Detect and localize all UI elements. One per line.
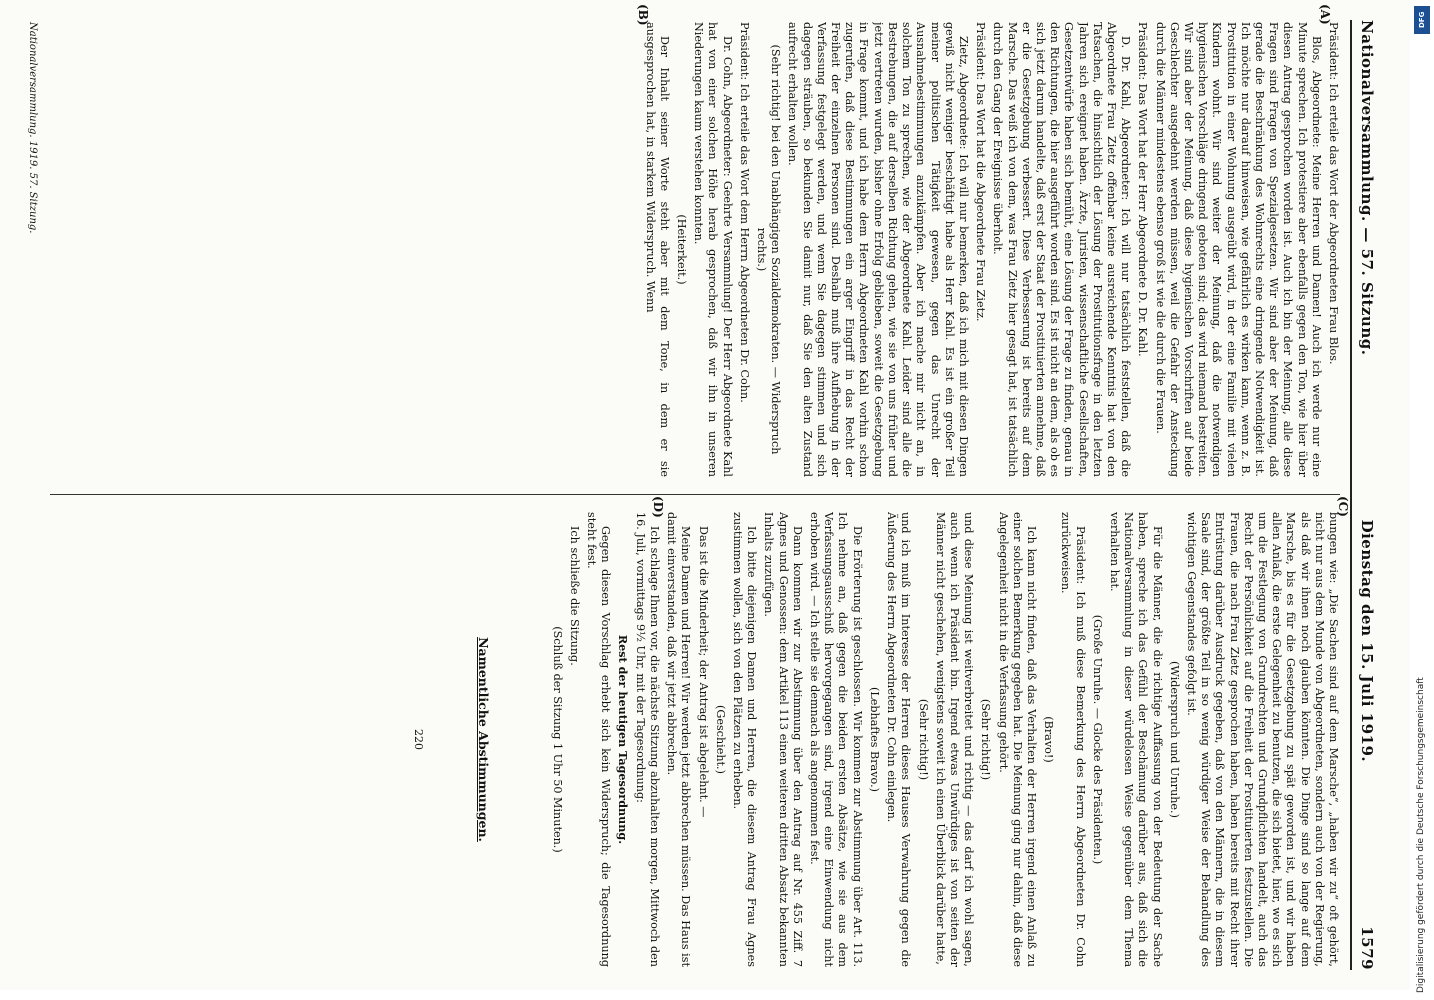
interjection: (Heiterkeit.) xyxy=(675,214,689,285)
interjection: (Lebhaftes Bravo.) xyxy=(867,686,881,793)
paragraph: Blos, Abgeordnete: Meine Herren und Damen! Auch ich werde nur eine Minute sprechen. Ich protestiere aber ebenfalls gegen den Ton, wie hier über diesen Antrag gesprochen worden ist. Auch ich bin der Meinung, alle diese Fragen sind Fragen von Spezialgesetzen. Wir sind aber der Meinung, daß gerade die Beschränkung des Wohnrechts eine dringende Notwendigkeit ist. Ich möchte nur darauf hinweisen, wie gefährlich es wirken kann, wenn z. B. Prostitution in einer Wohnung ausgeübt wird, in der eine Familie mit vielen Kindern wohnt. Wir sind weiter der Meinung, daß die notwendigen hygienischen Vorschläge dringend geboten sind; das wird niemand bestreiten. Wir sind aber der Meinung, daß diese hygienischen Vorschriften auf beide Geschlechter ausgedehnt werden müssen, weil die Gefahr der Ansteckung durch die Männer mindestens ebenso groß ist wie die durch die Frauen. xyxy=(1153,22,1323,477)
header-center: Dienstag den 15. Juli 1919. xyxy=(1358,519,1376,763)
interjection: (Widerspruch und Unruhe.) xyxy=(1167,661,1181,818)
page-header xyxy=(1350,20,1388,970)
paragraph: Gegen diesen Vorschlag erhebt sich kein Widerspruch; die Tagesordnung steht fest. xyxy=(585,512,613,967)
paragraph: Der Inhalt seiner Worte steht aber mit dem Tone, in dem er sie ausgesprochen hat, in starkem Widerspruch. Wenn xyxy=(643,22,671,477)
paragraph: Ich bitte diejenigen Damen und Herren, die diesem Antrag Frau Agnes zustimmen wollen, sich von den Plätzen zu erheben. xyxy=(731,512,759,967)
paragraph: Präsident: Das Wort hat die Abgeordnete Frau Zietz. xyxy=(974,22,988,322)
page-footer: Nationalversammlung. 1919. 57. Sitzung. xyxy=(27,22,38,234)
interjection: (Bravo!) xyxy=(1042,716,1056,763)
paragraph: Die Erörterung ist geschlossen. Wir kommen zur Abstimmung über Art. 113. Ich nehme an, daß gegen die beiden ersten Absätze, wie sie aus dem Verfassungsausschuß hervorgegangen sind, irgend eine Einwendung nicht erhoben wird. — Ich stelle sie demnach als angenommen fest. xyxy=(808,512,864,967)
margin-mark-b: (B) xyxy=(636,4,650,26)
small-page-number: 220 xyxy=(412,729,426,750)
interjection: (Sehr richtig! bei den Unabhängigen Sozialdemokraten. — Widerspruch rechts.) xyxy=(755,44,783,455)
paragraph: bungen wie: „Die Sachen sind auf dem Marsche“, „haben wir zu“ oft gehört, nicht nur aus dem Munde von Abgeordneten, sondern auch von der Regierung, als daß wir ihnen noch glauben könnten. Die Dinge sind so lange auf dem Marsche, bis es für die Gesetzgebung zu spät geworden ist, und wir haben allen Anlaß, die erste Gelegenheit zu benutzen, die sich bietet, hier, wo es sich um die Festlegung von Grundrechten und Grundpflichten handelt, auch das Recht der Persönlichkeit auf die Freiheit der Prostituierten festzustellen. Die Frauen, die nach Frau Zietz gesprochen haben, haben bereits mit Recht ihrer Entrüstung darüber Ausdruck gegeben, daß von den Männern, die in diesem Saale sind, der größte Teil in so wenig würdiger Weise der Behandlung des wichtigen Gegenstandes gefolgt ist. xyxy=(1184,512,1340,967)
paragraph: Ich kann nicht finden, daß das Verhalten der Herren irgend einen Anlaß zu einer solchen Bemerkung gegeben hat. Die Meinung ging nur dahin, daß diese Angelegenheit nicht in die Verfassung gehört. xyxy=(996,512,1038,967)
interjection: (Sehr richtig!) xyxy=(916,698,930,781)
paragraph: Präsident: Das Wort hat der Herr Abgeordnete D. Dr. Kahl. xyxy=(1136,22,1150,357)
agenda-item: Rest der heutigen Tagesordnung. xyxy=(615,634,630,845)
interjection: (Geschieht.) xyxy=(713,705,727,774)
margin-mark-a: (A) xyxy=(1318,4,1332,25)
dfg-logo: DFG xyxy=(1414,6,1430,34)
section-title: Namentliche Abstimmungen. xyxy=(475,637,491,842)
header-left: Nationalversammlung. — 57. Sitzung. xyxy=(1358,20,1376,356)
interjection: (Sehr richtig!) xyxy=(979,698,993,781)
digitization-credit: Digitalisierung gefördert durch die Deutsche Forschungsgemeinschaft xyxy=(1416,677,1426,993)
margin-mark-d: (D) xyxy=(651,496,665,518)
paragraph: Das ist die Minderheit; der Antrag ist abgelehnt. — xyxy=(696,526,710,818)
margin-mark-c: (C) xyxy=(1336,496,1350,517)
paragraph: Präsident: Ich erteile das Wort dem Herrn Abgeordneten Dr. Cohn. xyxy=(737,22,751,403)
paragraph: Präsident: Ich erteile das Wort der Abgeordneten Frau Blos. xyxy=(1327,22,1340,365)
header-page-number: 1579 xyxy=(1358,926,1376,970)
paragraph: und ich muß im Interesse der Herren dieses Hauses Verwahrung gegen die Äußerung des Herrn Abgeordneten Dr. Cohn einlegen. xyxy=(885,512,913,967)
paragraph: Ich schließe die Sitzung. xyxy=(568,526,582,666)
paragraph: Zietz, Abgeordnete: Ich will nur bemerken, daß ich mich mit diesen Dingen gewiß nicht weniger beschäftigt habe als Herr Kahl. Es ist ein großer Teil meiner politischen Tätigkeit gewesen, gegen das Unrecht der Ausnahmebestimmungen anzukämpfen. Aber ich mache mir nicht an, in solchem Ton zu sprechen, wie der Abgeordnete Kahl. Leider sind alle die Bestrebungen, die auf derselben Richtung gehen, wie sie von uns früher und jetzt vertreten wurden, bisher ohne Erfolg geblieben, soweit die Gesetzgebung in Frage kommt, und ich habe dem Herrn Abgeordneten Kahl vorhin schon zugerufen, daß diese Bestimmungen ein arger Eingriff in das Recht der Freiheit der einzelnen Personen sind. Deshalb muß ihre Aufhebung in der Verfassung festgelegt werden, und wenn Sie dagegen stimmen und sich dagegen sträuben, so bekunden Sie damit nur, daß Sie den alten Zustand aufrecht erhalten wollen. xyxy=(786,22,970,477)
right-column xyxy=(30,512,1340,967)
paragraph: Dr. Cohn, Abgeordneter: Geehrte Versammlung! Der Herr Abgeordnete Kahl hat von einer solchen Höhe herab gesprochen, daß wir ihn in unseren Niederungen kaum verstehen konnten. xyxy=(692,22,734,477)
paragraph: Präsident: Ich muß diese Bemerkung des Herrn Abgeordneten Dr. Cohn zurückweisen. xyxy=(1059,512,1087,967)
closing-note: (Schluß der Sitzung 1 Uhr 50 Minuten.) xyxy=(550,626,564,853)
paragraph: Dann kommen wir zur Abstimmung über den Antrag auf Nr. 455 Ziff. 7 Agnes und Genossen: dem Artikel 113 einen weiteren dritten Absatz bekannten Inhalts zuzufügen. xyxy=(762,512,804,967)
interjection: (Große Unruhe. — Glocke des Präsidenten.) xyxy=(1090,614,1104,865)
paragraph: und diese Meinung ist weitverbreitet und richtig — das darf ich wohl sagen, auch wenn ich Präsident bin. Irgend etwas Unwürdiges ist von seiten der Männer nicht geschehen, wenigstens soweit ich einen Überblick darüber hatte, xyxy=(933,512,976,967)
paragraph: D. Dr. Kahl, Abgeordneter: Ich will nur tatsächlich feststellen, daß die Abgeordnete Frau Zietz offenbar keine ausreichende Kenntnis hat von den Tatsachen, die hinsichtlich der Lösung der Prostitutionsfrage in den letzten Jahren sich ereignet haben. Ärzte, Juristen, wissenschaftliche Gesellschaften, Gesetzentwürfe haben sich bemüht, eine Lösung der Frage zu finden, genau in den Richtungen, die hier ausgeführt worden sind. Es ist nicht an dem, als ob es sich jetzt darum handelte, daß erst der Staat der Prostituierten annehme, daß er die Gesetzgebung verbessert. Diese Verbesserung ist bereits auf dem Marsche. Das weiß ich von dem, was Frau Zietz hier gesagt hat, ist tatsächlich durch den Gang der Ereignisse überholt. xyxy=(991,22,1133,477)
left-column xyxy=(30,22,1340,477)
paragraph: Meine Damen und Herren! Wir werden jetzt abbrechen müssen. Das Haus ist damit einverstanden, daß wir jetzt abbrechen. xyxy=(665,512,693,967)
paragraph: Ich schlage Ihnen vor, die nächste Sitzung abzuhalten morgen, Mittwoch den 16. Juli, vormittags 9½ Uhr, mit der Tagesordnung: xyxy=(633,512,662,967)
column-divider xyxy=(50,494,1340,495)
paragraph: Für die Männer, die die richtige Auffassung von der Bedeutung der Sache haben, spreche ich das Gefühl der Beschämung darüber aus, daß sich die Nationalversammlung in dieser würdelosen Weise gegenüber dem Thema verhalten hat. xyxy=(1107,512,1164,967)
